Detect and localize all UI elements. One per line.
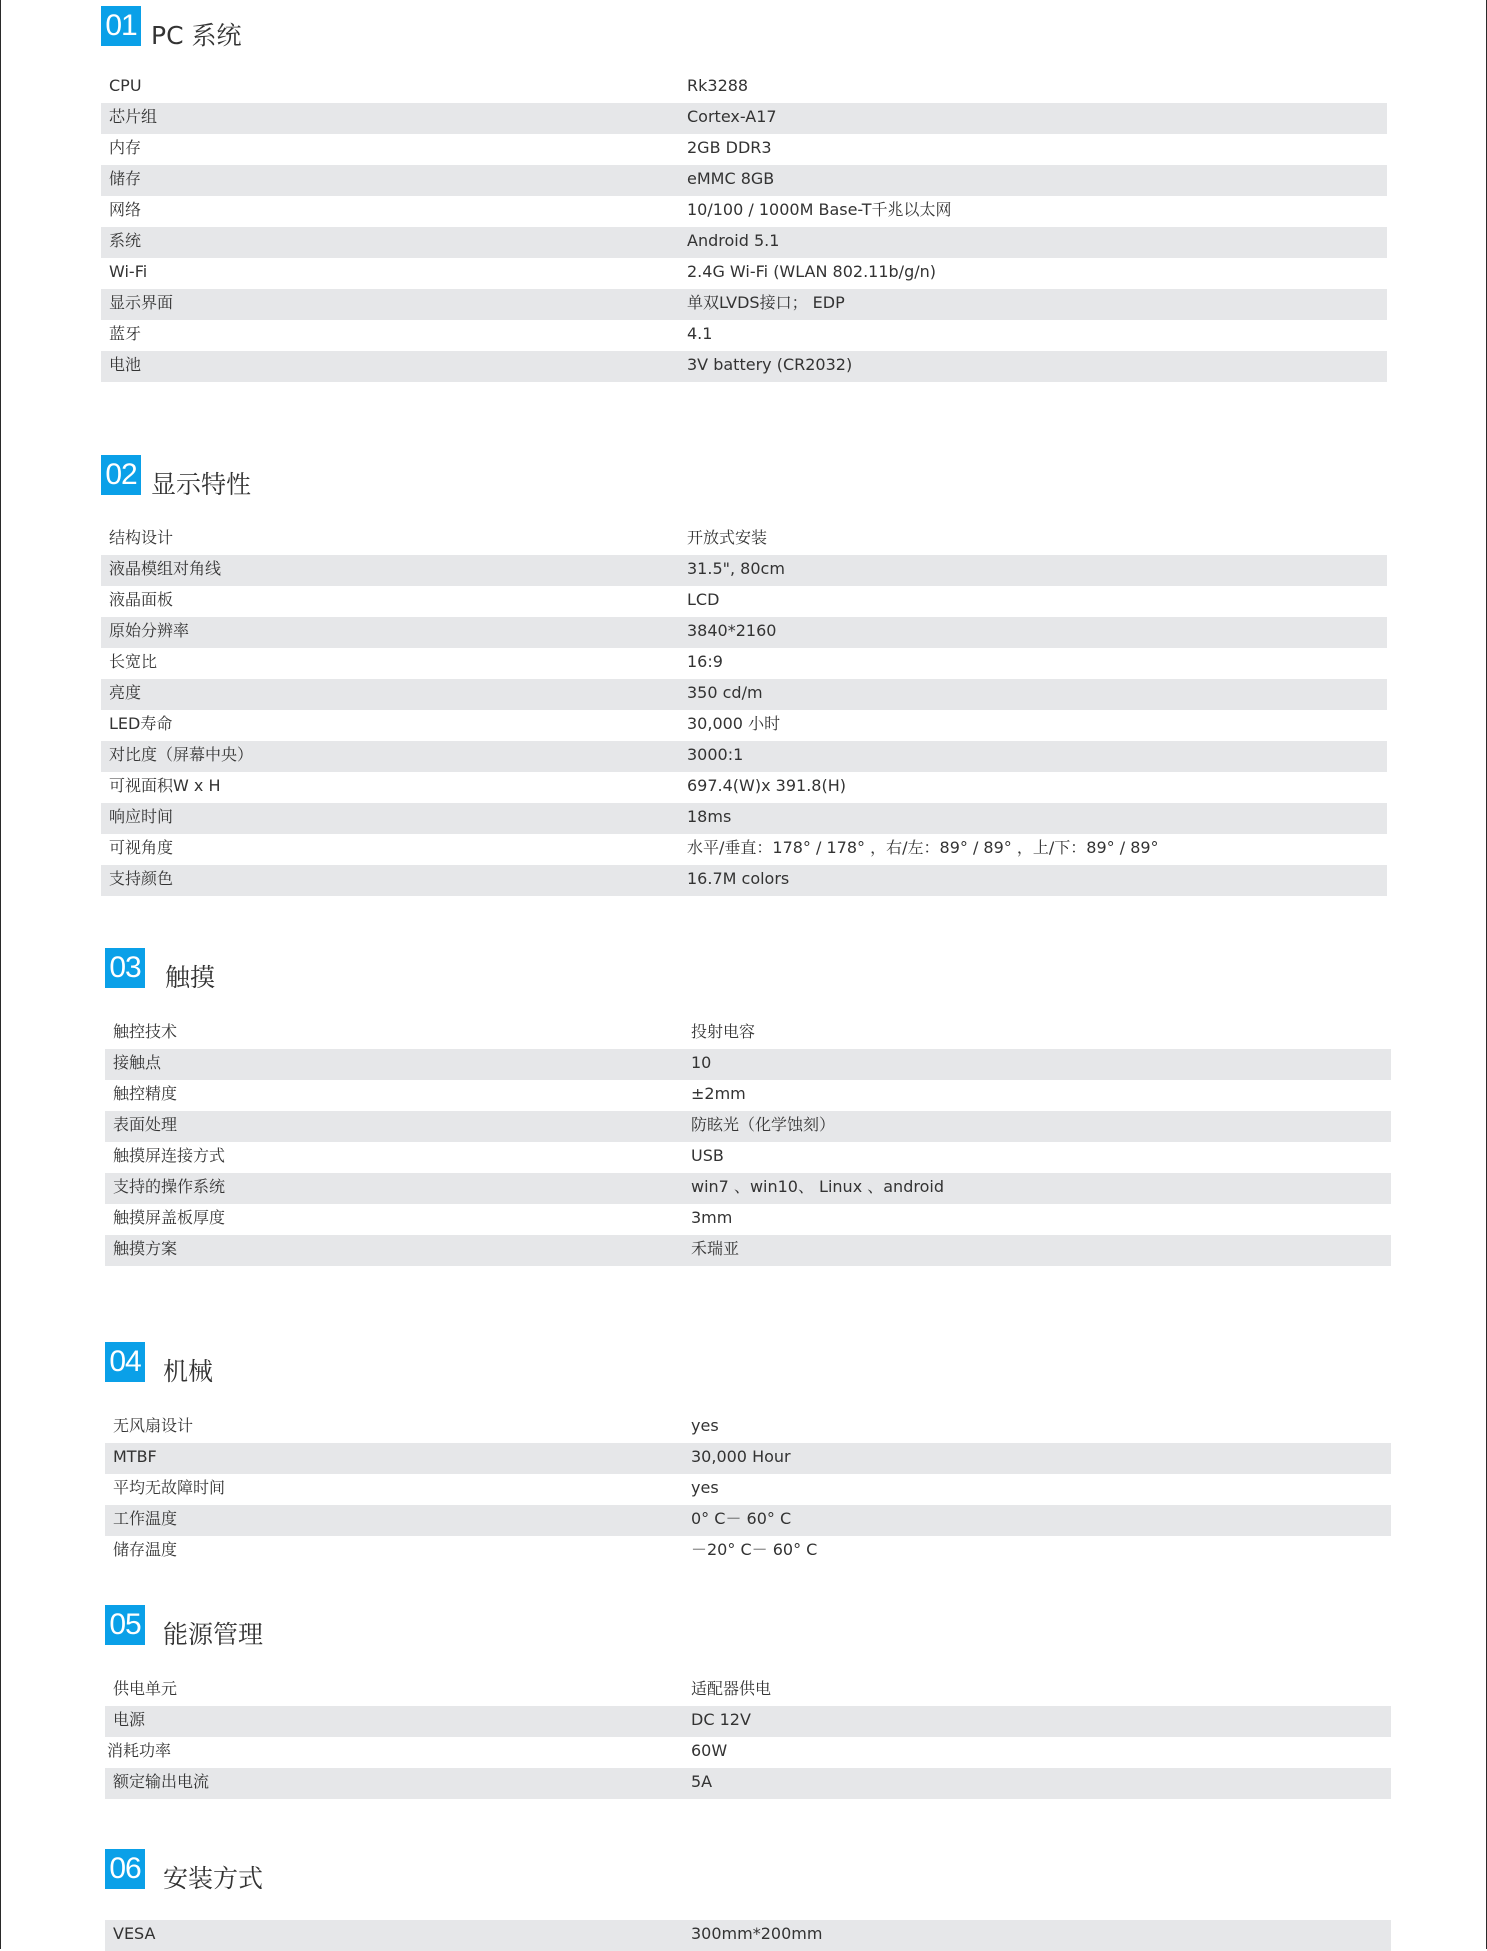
spec-row	[101, 741, 1387, 772]
spec-key: 可视面积W x H	[109, 776, 221, 795]
spec-key: 蓝牙	[109, 324, 142, 343]
spec-row	[105, 1675, 1391, 1706]
spec-key: 对比度（屏幕中央）	[109, 745, 254, 764]
spec-key: 响应时间	[109, 807, 174, 826]
spec-key: 平均无故障时间	[113, 1478, 226, 1497]
section-display	[101, 455, 1387, 888]
spec-row	[105, 1706, 1391, 1737]
spec-key: 无风扇设计	[113, 1416, 194, 1435]
spec-key: 结构设计	[109, 528, 174, 547]
spec-value: 单双LVDS接口； EDP	[687, 293, 845, 312]
section-number: 04	[105, 1342, 145, 1382]
spec-value: Cortex-A17	[687, 107, 777, 126]
spec-value: win7 、win10、 Linux 、android	[691, 1177, 944, 1196]
spec-row	[101, 648, 1387, 679]
spec-key: VESA	[113, 1924, 156, 1943]
spec-row	[105, 1080, 1391, 1111]
spec-key: 电池	[109, 355, 142, 374]
spec-row	[101, 320, 1387, 351]
spec-value: 3V battery (CR2032)	[687, 355, 853, 374]
spec-value: 31.5", 80cm	[687, 559, 785, 578]
spec-key: CPU	[109, 76, 142, 95]
spec-value: 投射电容	[691, 1022, 756, 1041]
spec-value: Android 5.1	[687, 231, 780, 250]
section-header	[101, 6, 1387, 52]
spec-value: 30,000 Hour	[691, 1447, 791, 1466]
spec-key: 触摸屏盖板厚度	[113, 1208, 226, 1227]
section-mounting	[105, 1849, 1391, 1943]
section-title: 显示特性	[151, 470, 252, 499]
spec-key: 液晶模组对角线	[109, 559, 222, 578]
spec-value: 16:9	[687, 652, 723, 671]
spec-value: 适配器供电	[691, 1679, 772, 1698]
section-header	[105, 1605, 1391, 1651]
spec-row	[101, 134, 1387, 165]
spec-row	[105, 1111, 1391, 1142]
spec-value: 3840*2160	[687, 621, 777, 640]
spec-value: 18ms	[687, 807, 732, 826]
spec-key: 长宽比	[109, 652, 158, 671]
spec-key: Wi-Fi	[109, 262, 148, 281]
spec-table	[105, 1675, 1391, 1799]
spec-value: 2GB DDR3	[687, 138, 772, 157]
spec-key: 表面处理	[113, 1115, 178, 1134]
spec-row	[105, 1768, 1391, 1799]
spec-value: 300mm*200mm	[691, 1924, 823, 1943]
spec-key: 触控精度	[113, 1084, 178, 1103]
spec-value: yes	[691, 1416, 719, 1435]
spec-row	[105, 1173, 1391, 1204]
spec-key: LED寿命	[109, 714, 173, 733]
spec-value: 30,000 小时	[687, 714, 781, 733]
spec-row	[105, 1235, 1391, 1266]
spec-row	[105, 1049, 1391, 1080]
spec-value: 3mm	[691, 1208, 733, 1227]
spec-value: 60W	[691, 1741, 728, 1760]
section-number: 02	[101, 455, 141, 495]
spec-value: 10/100 / 1000M Base-T千兆以太网	[687, 200, 952, 219]
spec-value: 防眩光（化学蚀刻）	[691, 1115, 836, 1134]
spec-key: 网络	[109, 200, 142, 219]
spec-key: MTBF	[113, 1447, 157, 1466]
spec-key: 显示界面	[109, 293, 174, 312]
section-title: PC 系统	[151, 21, 242, 50]
section-pc-system	[101, 6, 1387, 374]
spec-key: 工作温度	[113, 1509, 178, 1528]
spec-key: 额定输出电流	[113, 1772, 210, 1791]
spec-value: 5A	[691, 1772, 713, 1791]
spec-row	[101, 196, 1387, 227]
spec-key: 触摸方案	[113, 1239, 178, 1258]
section-number: 06	[105, 1849, 145, 1889]
section-header	[101, 455, 1387, 501]
spec-row	[101, 524, 1387, 555]
spec-row	[101, 834, 1387, 865]
spec-value: 禾瑞亚	[691, 1239, 740, 1258]
spec-row	[101, 586, 1387, 617]
spec-row	[101, 103, 1387, 134]
spec-key: 接触点	[113, 1053, 162, 1072]
spec-row	[101, 555, 1387, 586]
section-number: 01	[101, 6, 141, 46]
spec-value: 350 cd/m	[687, 683, 763, 702]
spec-key: 亮度	[109, 683, 142, 702]
section-header	[105, 1342, 1391, 1388]
spec-key: 支持颜色	[109, 869, 174, 888]
spec-row	[105, 1536, 1391, 1567]
spec-key: 芯片组	[109, 107, 158, 126]
section-mechanical	[105, 1342, 1391, 1559]
spec-value: DC 12V	[691, 1710, 751, 1729]
section-title: 触摸	[165, 963, 216, 992]
section-number: 05	[105, 1605, 145, 1645]
spec-key: 内存	[109, 138, 142, 157]
spec-row	[101, 679, 1387, 710]
section-touch	[105, 948, 1391, 1258]
spec-row	[101, 772, 1387, 803]
spec-value: yes	[691, 1478, 719, 1497]
section-number: 03	[105, 948, 145, 988]
spec-row	[101, 710, 1387, 741]
spec-row	[101, 227, 1387, 258]
spec-row	[105, 1920, 1391, 1951]
spec-value: LCD	[687, 590, 720, 609]
spec-value: －20° C－ 60° C	[691, 1540, 818, 1559]
spec-table	[105, 1018, 1391, 1266]
spec-key: 储存	[109, 169, 142, 188]
spec-value: 697.4(W)x 391.8(H)	[687, 776, 846, 795]
spec-key: 原始分辨率	[109, 621, 190, 640]
spec-key: 电源	[113, 1710, 146, 1729]
section-header	[105, 1849, 1391, 1895]
spec-table	[101, 524, 1387, 896]
spec-value: 3000:1	[687, 745, 744, 764]
spec-row	[101, 289, 1387, 320]
spec-row	[101, 617, 1387, 648]
spec-row	[105, 1474, 1391, 1505]
spec-value: 2.4G Wi-Fi (WLAN 802.11b/g/n)	[687, 262, 936, 281]
spec-value: Rk3288	[687, 76, 749, 95]
spec-row	[101, 72, 1387, 103]
section-title: 安装方式	[163, 1864, 264, 1893]
spec-row	[101, 865, 1387, 896]
spec-value: 10	[691, 1053, 712, 1072]
spec-row	[105, 1018, 1391, 1049]
spec-key: 触摸屏连接方式	[113, 1146, 226, 1165]
section-header	[105, 948, 1391, 994]
spec-row	[105, 1412, 1391, 1443]
spec-key: 系统	[109, 231, 142, 250]
spec-value: 16.7M colors	[687, 869, 790, 888]
spec-row	[105, 1142, 1391, 1173]
spec-table	[101, 72, 1387, 382]
spec-value: ±2mm	[691, 1084, 746, 1103]
spec-key: 消耗功率	[107, 1741, 172, 1760]
spec-key: 供电单元	[113, 1679, 178, 1698]
spec-row	[101, 351, 1387, 382]
section-title: 机械	[163, 1357, 214, 1386]
spec-table	[105, 1412, 1391, 1567]
spec-table	[105, 1920, 1391, 1951]
spec-value: USB	[691, 1146, 724, 1165]
spec-row	[101, 258, 1387, 289]
spec-value: 水平/垂直：178° / 178° ，右/左：89° / 89° ，上/下：89° / 89°	[687, 838, 1159, 857]
spec-row	[105, 1443, 1391, 1474]
spec-key: 触控技术	[113, 1022, 178, 1041]
spec-row	[105, 1505, 1391, 1536]
spec-row	[101, 803, 1387, 834]
spec-value: 4.1	[687, 324, 713, 343]
spec-value: eMMC 8GB	[687, 169, 775, 188]
spec-key: 可视角度	[109, 838, 174, 857]
spec-row	[105, 1204, 1391, 1235]
spec-row	[105, 1737, 1391, 1768]
section-power	[105, 1605, 1391, 1791]
section-title: 能源管理	[163, 1620, 264, 1649]
spec-row	[101, 165, 1387, 196]
spec-value: 开放式安装	[687, 528, 768, 547]
spec-key: 支持的操作系统	[113, 1177, 226, 1196]
spec-key: 液晶面板	[109, 590, 174, 609]
spec-value: 0° C－ 60° C	[691, 1509, 792, 1528]
spec-key: 储存温度	[113, 1540, 178, 1559]
